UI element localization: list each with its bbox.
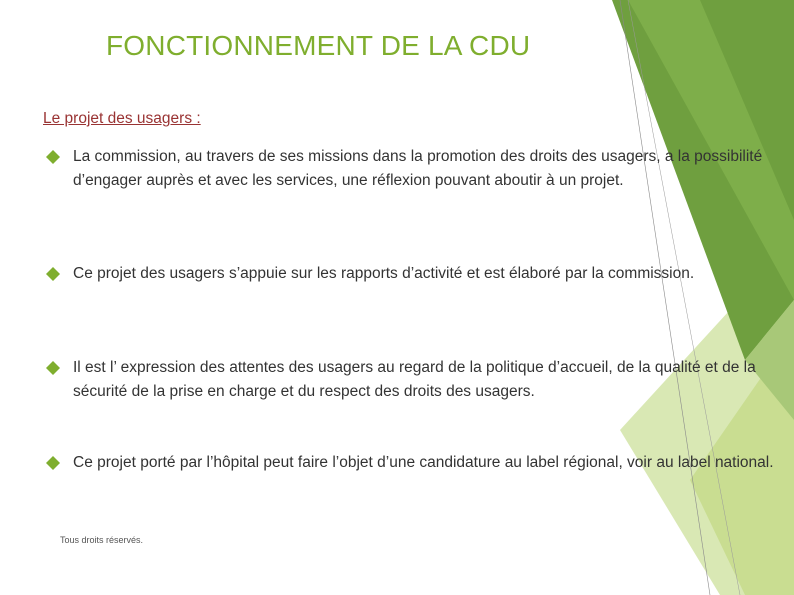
section-subtitle: Le projet des usagers : bbox=[43, 110, 201, 127]
diamond-bullet-icon bbox=[46, 150, 60, 164]
diamond-bullet-icon bbox=[46, 267, 60, 281]
bullet-text: Il est l’ expression des attentes des usagers au regard de la politique d’accueil, de la qualité et de la sécurité de la prise en charge et du respect des droits des usagers. bbox=[73, 359, 756, 400]
bullet-text: Ce projet des usagers s’appuie sur les rapports d’activité et est élaboré par la commission. bbox=[73, 265, 695, 282]
slide-title: FONCTIONNEMENT DE LA CDU bbox=[106, 30, 531, 61]
copyright-footer: Tous droits réservés. bbox=[60, 535, 144, 545]
diamond-bullet-icon bbox=[46, 456, 60, 470]
bullet-text: La commission, au travers de ses missions dans la promotion des droits des usagers, a la possibilité d’engager auprès et avec les services, une réflexion pouvant aboutir à un projet. bbox=[73, 148, 763, 189]
diamond-bullet-icon bbox=[46, 361, 60, 375]
bullet-text: Ce projet porté par l’hôpital peut faire l’objet d’une candidature au label régional, voir au label national. bbox=[73, 454, 774, 471]
